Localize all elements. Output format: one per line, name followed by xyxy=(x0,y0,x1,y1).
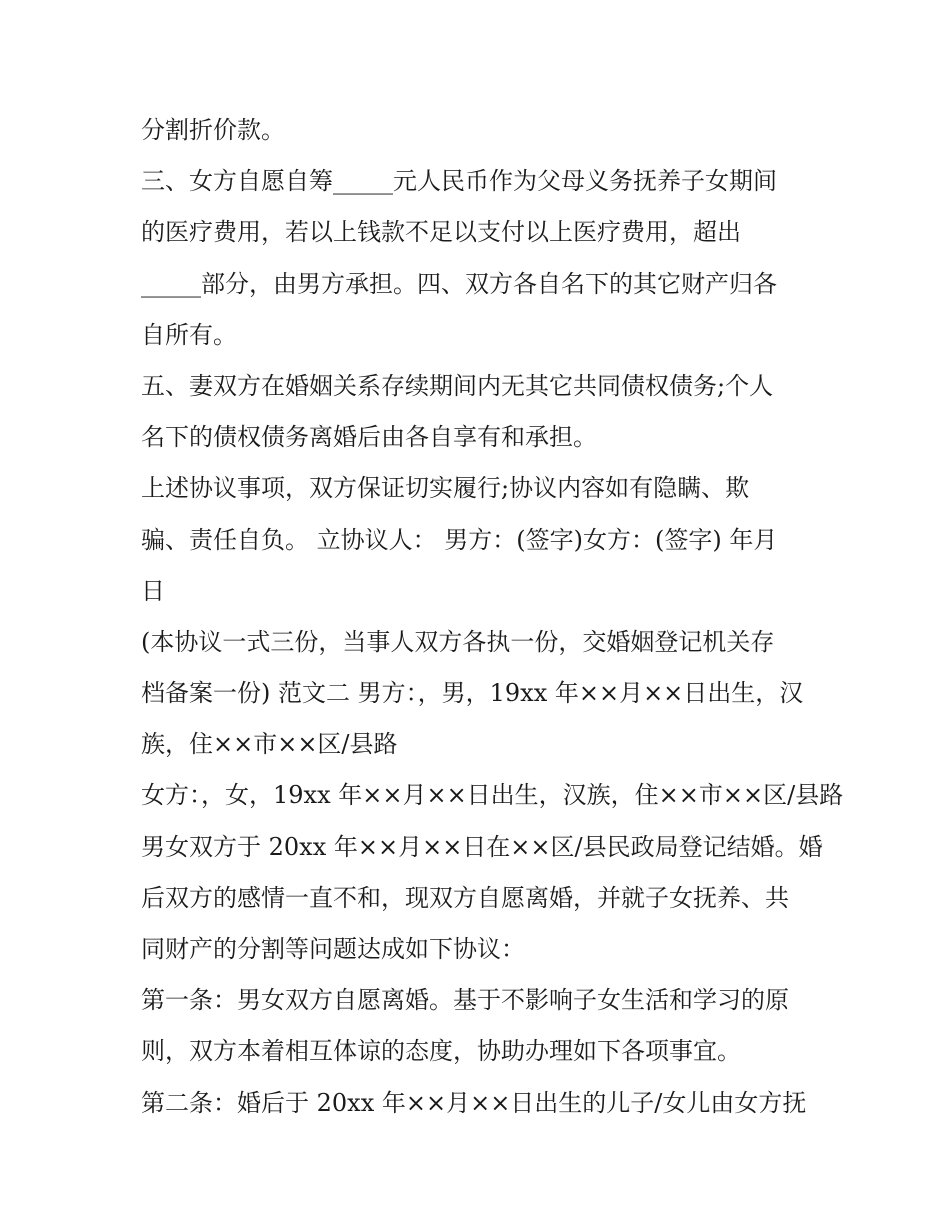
text-line: 女方：，女，19xx 年××月××日出生，汉族，住××市××区/县路 xyxy=(141,781,844,810)
text-line: 自所有。 xyxy=(141,320,237,349)
text-line: 三、女方自愿自筹_____元人民币作为父母义务抚养子女期间 xyxy=(141,167,777,196)
text-line: 第一条：男女双方自愿离婚。基于不影响子女生活和学习的原 xyxy=(141,986,789,1015)
text-line: 分割折价款。 xyxy=(141,116,285,144)
text-line: 则，双方本着相互体谅的态度，协助办理如下各项事宜。 xyxy=(141,1037,741,1066)
text-line: 档备案一份) 范文二 男方：，男，19xx 年××月××日出生，汉 xyxy=(141,679,804,708)
text-line: 骗、责任自负。 立协议人： 男方：(签字)女方：(签字) 年月 xyxy=(141,525,778,554)
text-line: _____部分，由男方承担。四、双方各自名下的其它财产归各 xyxy=(141,269,777,298)
document-body xyxy=(141,107,844,1131)
text-line: 后双方的感情一直不和，现双方自愿离婚，并就子女抚养、共 xyxy=(141,883,789,912)
text-line: 五、妻双方在婚姻关系存续期间内无其它共同债权债务;个人 xyxy=(141,371,774,400)
text-line: 同财产的分割等问题达成如下协议： xyxy=(141,935,525,963)
text-line: 名下的债权债务离婚后由各自享有和承担。 xyxy=(141,423,597,452)
text-line: 的医疗费用，若以上钱款不足以支付以上医疗费用，超出 xyxy=(141,218,741,247)
text-line: 日 xyxy=(141,576,165,605)
text-line: 族，住××市××区/县路 xyxy=(141,730,398,759)
text-line: 男女双方于 20xx 年××月××日在××区/县民政局登记结婚。婚 xyxy=(141,832,823,861)
text-line: 上述协议事项，双方保证切实履行;协议内容如有隐瞒、欺 xyxy=(141,474,750,503)
text-line: (本协议一式三份，当事人双方各执一份，交婚姻登记机关存 xyxy=(141,627,775,656)
text-line: 第二条：婚后于 20xx 年××月××日出生的儿子/女儿由女方抚 xyxy=(141,1088,807,1117)
